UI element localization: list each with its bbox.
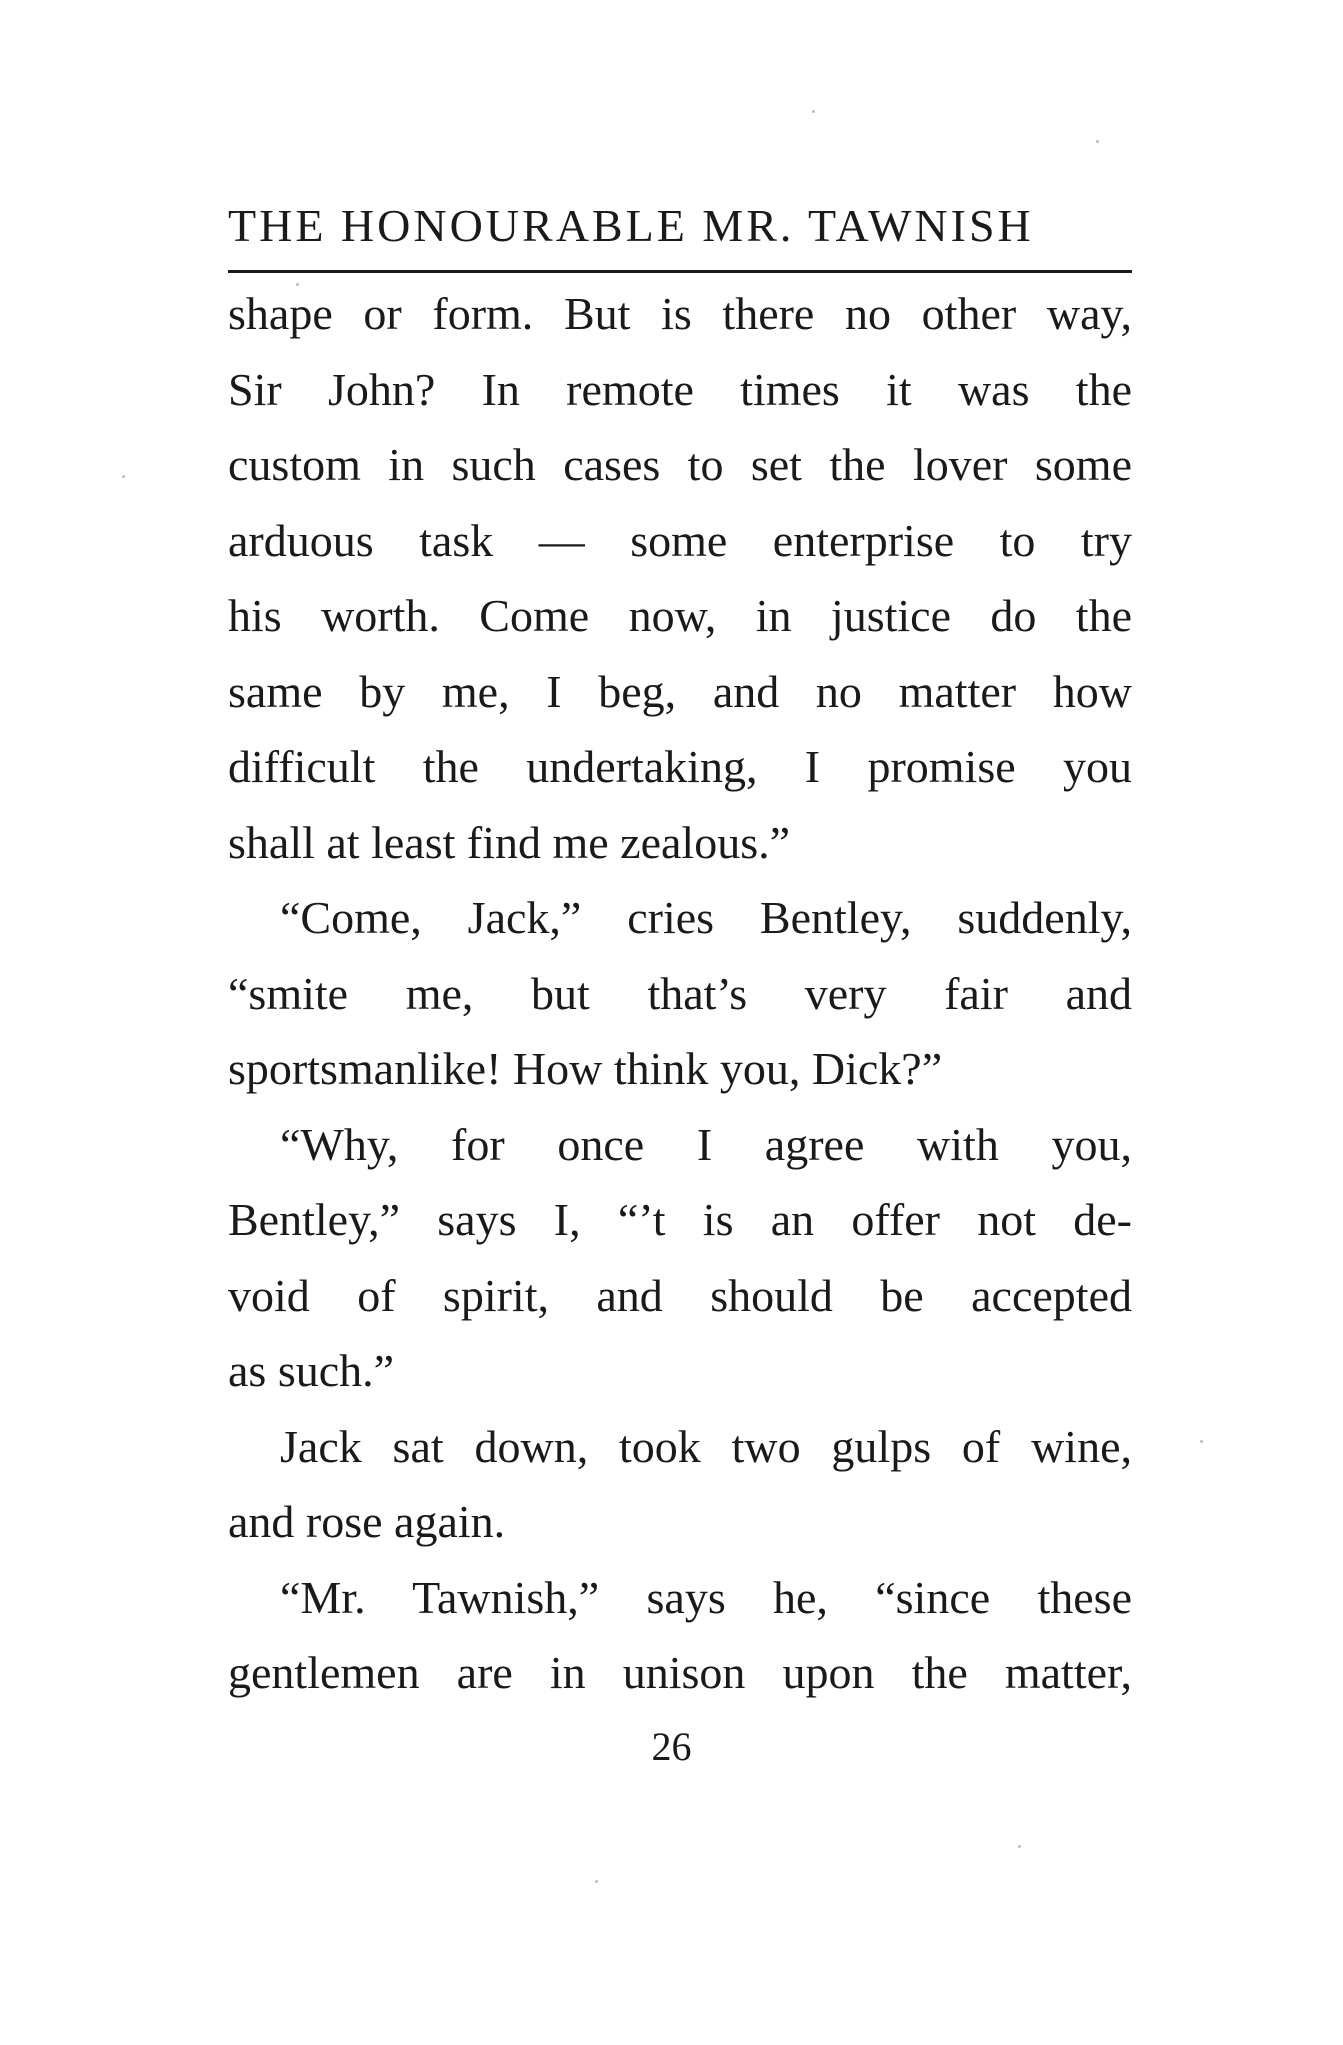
- paper-speck: [595, 1880, 598, 1883]
- text-line: shape or form. But is there no other way,: [228, 288, 1132, 339]
- text-line: difficult the undertaking, I promise you: [228, 741, 1132, 792]
- text-line: as such.”: [228, 1345, 395, 1396]
- running-head: THE HONOURABLE MR. TAWNISH: [228, 200, 1034, 251]
- text-line: “Why, for once I agree with you,: [280, 1118, 1132, 1170]
- text-line: Jack sat down, took two gulps of wine,: [280, 1420, 1132, 1472]
- paper-speck: [812, 110, 815, 113]
- text-line: shall at least find me zealous.”: [228, 816, 791, 868]
- text-line: Bentley,” says I, “’t is an offer not de-: [228, 1194, 1132, 1245]
- text-line: void of spirit, and should be accepted: [228, 1269, 1132, 1321]
- text-line: gentlemen are in unison upon the matter,: [228, 1647, 1132, 1698]
- body-text: [228, 276, 1132, 1711]
- text-line: Sir John? In remote times it was the: [228, 363, 1132, 415]
- header-rule: [228, 270, 1132, 273]
- paper-speck: [1018, 1845, 1021, 1848]
- text-line: “Come, Jack,” cries Bentley, suddenly,: [280, 892, 1132, 943]
- text-line: custom in such cases to set the lover some: [228, 439, 1132, 490]
- text-line: “smite me, but that’s very fair and: [228, 967, 1132, 1019]
- text-line: his worth. Come now, in justice do the: [228, 590, 1132, 641]
- page-number: 26: [651, 1724, 692, 1769]
- text-line: and rose again.: [228, 1496, 506, 1547]
- paper-speck: [122, 475, 125, 478]
- text-line: arduous task — some enterprise to try: [228, 514, 1132, 566]
- text-line: sportsmanlike! How think you, Dick?”: [228, 1043, 943, 1094]
- paper-speck: [296, 283, 299, 286]
- text-line: “Mr. Tawnish,” says he, “since these: [280, 1571, 1132, 1623]
- paper-speck: [1096, 140, 1099, 143]
- text-line: same by me, I beg, and no matter how: [228, 665, 1132, 717]
- paper-speck: [1200, 1440, 1203, 1443]
